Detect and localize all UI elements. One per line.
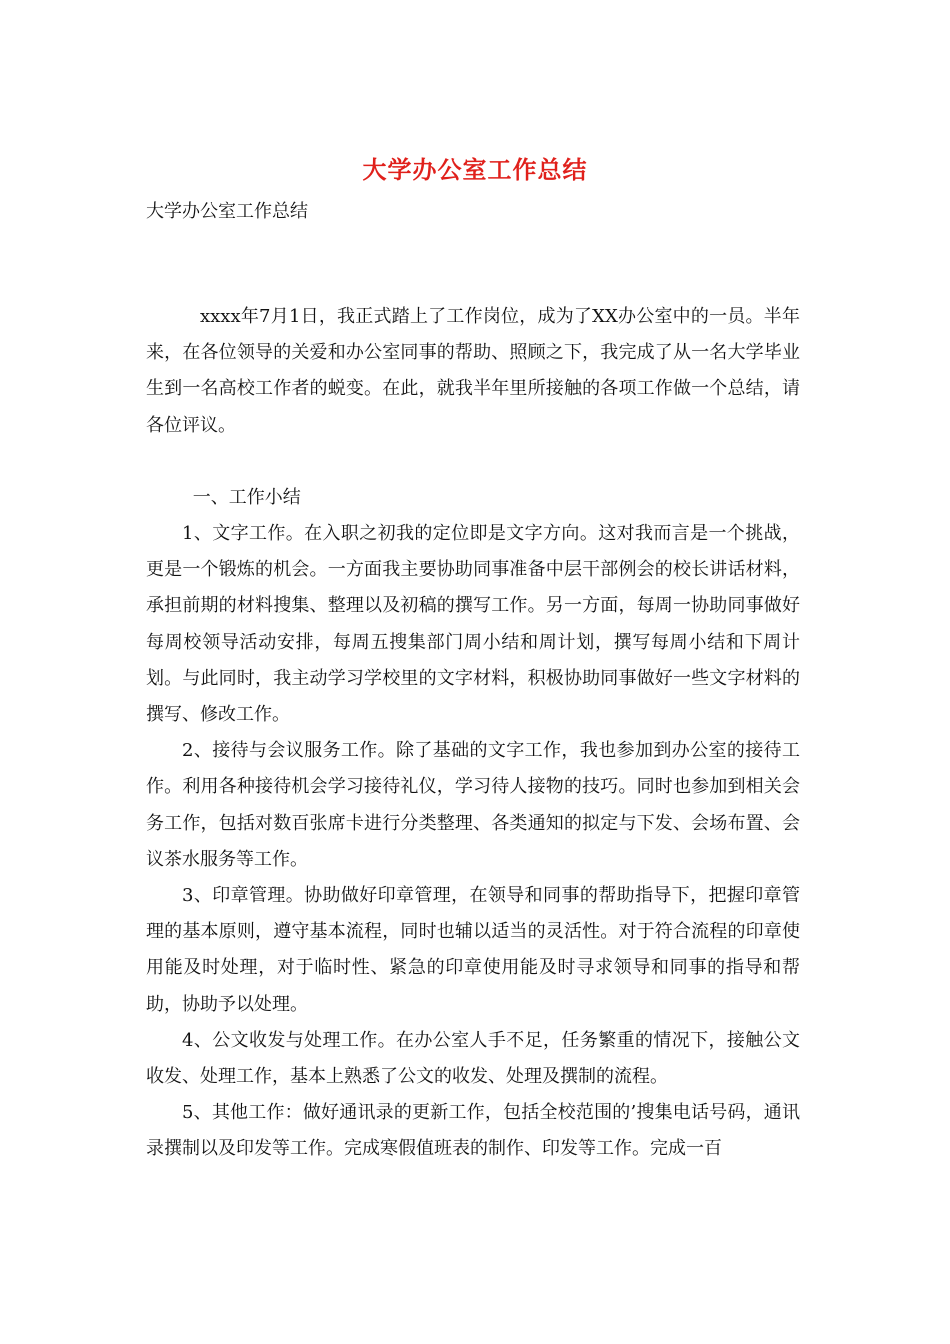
body-paragraph-4: 4、公文收发与处理工作。在办公室人手不足，任务繁重的情况下，接触公文收发、处理工作，基本上熟悉了公文的收发、处理及撰制的流程。: [146, 1029, 800, 1088]
document-body: [146, 299, 800, 1168]
body-paragraph-2: 2、接待与会议服务工作。除了基础的文字工作，我也参加到办公室的接待工作。利用各种接待机会学习接待礼仪，学习待人接物的技巧。同时也参加到相关会务工作，包括对数百张席卡进行分类整理、各类通知的拟定与下发、会场布置、会议茶水服务等工作。: [146, 740, 800, 870]
document-subtitle: 大学办公室工作总结: [146, 201, 308, 222]
document-title: 大学办公室工作总结: [362, 155, 588, 184]
section-heading: 一、工作小结: [192, 486, 301, 508]
body-paragraph-3: 3、印章管理。协助做好印章管理，在领导和同事的帮助指导下，把握印章管理的基本原则，遵守基本流程，同时也辅以适当的灵活性。对于符合流程的印章使用能及时处理，对于临时性、紧急的印章使用能及时寻求领导和同事的指导和帮助，协助予以处理。: [146, 885, 800, 1015]
body-paragraph-1: 1、文字工作。在入职之初我的定位即是文字方向。这对我而言是一个挑战，更是一个锻炼的机会。一方面我主要协助同事准备中层干部例会的校长讲话材料，承担前期的材料搜集、整理以及初稿的撰写工作。另一方面，每周一协助同事做好每周校领导活动安排，每周五搜集部门周小结和周计划，撰写每周小结和下周计划。与此同时，我主动学习学校里的文字材料，积极协助同事做好一些文字材料的撰写、修改工作。: [146, 523, 800, 726]
body-paragraph-5: 5、其他工作：做好通讯录的更新工作，包括全校范围的’搜集电话号码，通讯录撰制以及印发等工作。完成寒假值班表的制作、印发等工作。完成一百: [146, 1102, 800, 1160]
intro-paragraph: xxxx年7月1日，我正式踏上了工作岗位，成为了XX办公室中的一员。半年来，在各位领导的关爱和办公室同事的帮助、照顾之下，我完成了从一名大学毕业生到一名高校工作者的蜕变。在此，就我半年里所接触的各项工作做一个总结，请各位评议。: [146, 306, 800, 436]
